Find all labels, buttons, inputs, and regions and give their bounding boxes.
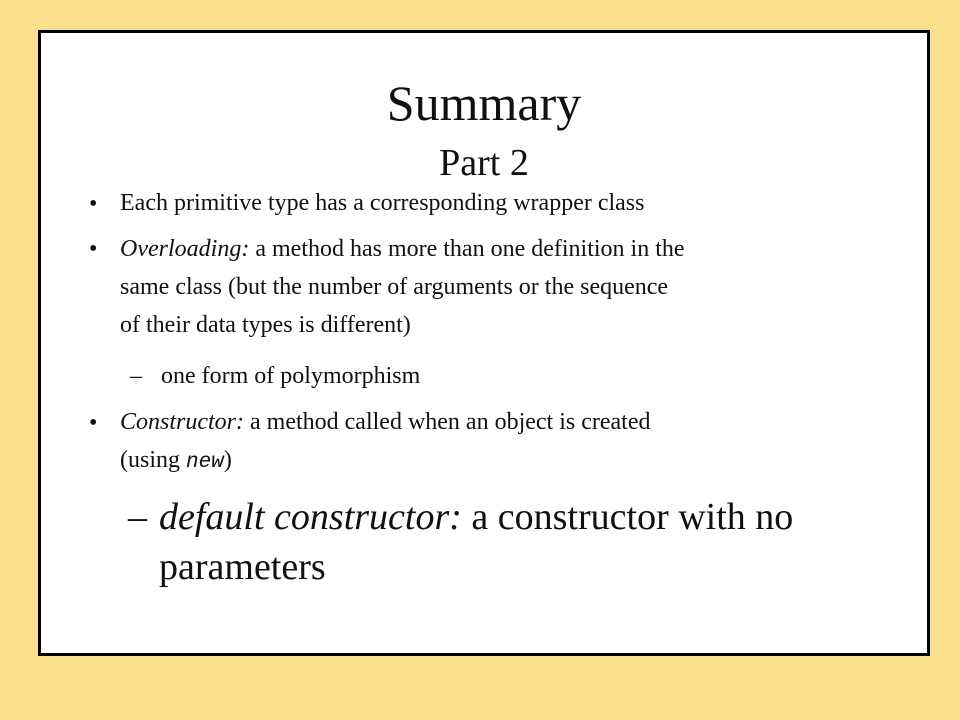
slide-frame bbox=[38, 30, 930, 656]
bullet-text-overloading-line3: of their data types is different) bbox=[120, 312, 411, 338]
bullet-text-constructor-line1 bbox=[120, 403, 651, 441]
slide-content bbox=[41, 33, 927, 653]
sub-bullet-text-default-constructor-line2: parameters bbox=[159, 546, 326, 588]
constructor-text-line1: a method called when an object is created bbox=[244, 409, 651, 435]
slide-subtitle: Part 2 bbox=[439, 142, 529, 184]
code-new: new bbox=[186, 451, 224, 474]
term-constructor: Constructor: bbox=[120, 409, 245, 435]
bullet-text-overloading-line2: same class (but the number of arguments or the sequence bbox=[120, 274, 669, 300]
constructor-text-line2-post: ) bbox=[223, 447, 232, 473]
bullet-text-overloading-line1 bbox=[120, 230, 685, 268]
sub-bullet-text-polymorphism: one form of polymorphism bbox=[161, 363, 421, 389]
bullet-marker: • bbox=[89, 191, 98, 217]
overloading-text-line1: a method has more than one definition in the bbox=[249, 236, 685, 262]
term-default-constructor: default constructor: bbox=[159, 496, 462, 538]
bullet-text-constructor-line2 bbox=[120, 441, 232, 482]
term-overloading: Overloading: bbox=[120, 236, 250, 262]
bullet-marker: • bbox=[89, 410, 98, 436]
constructor-text-line2-pre: (using bbox=[120, 447, 186, 473]
sub-bullet-marker: – bbox=[128, 496, 147, 538]
default-constructor-text-line1: a constructor with no bbox=[461, 496, 794, 538]
bullet-text-wrapper-class: Each primitive type has a corresponding wrapper class bbox=[120, 190, 645, 216]
slide-title: Summary bbox=[386, 75, 582, 131]
sub-bullet-marker: – bbox=[130, 363, 142, 389]
sub-bullet-text-default-constructor-line1 bbox=[159, 492, 793, 542]
bullet-marker: • bbox=[89, 236, 98, 262]
